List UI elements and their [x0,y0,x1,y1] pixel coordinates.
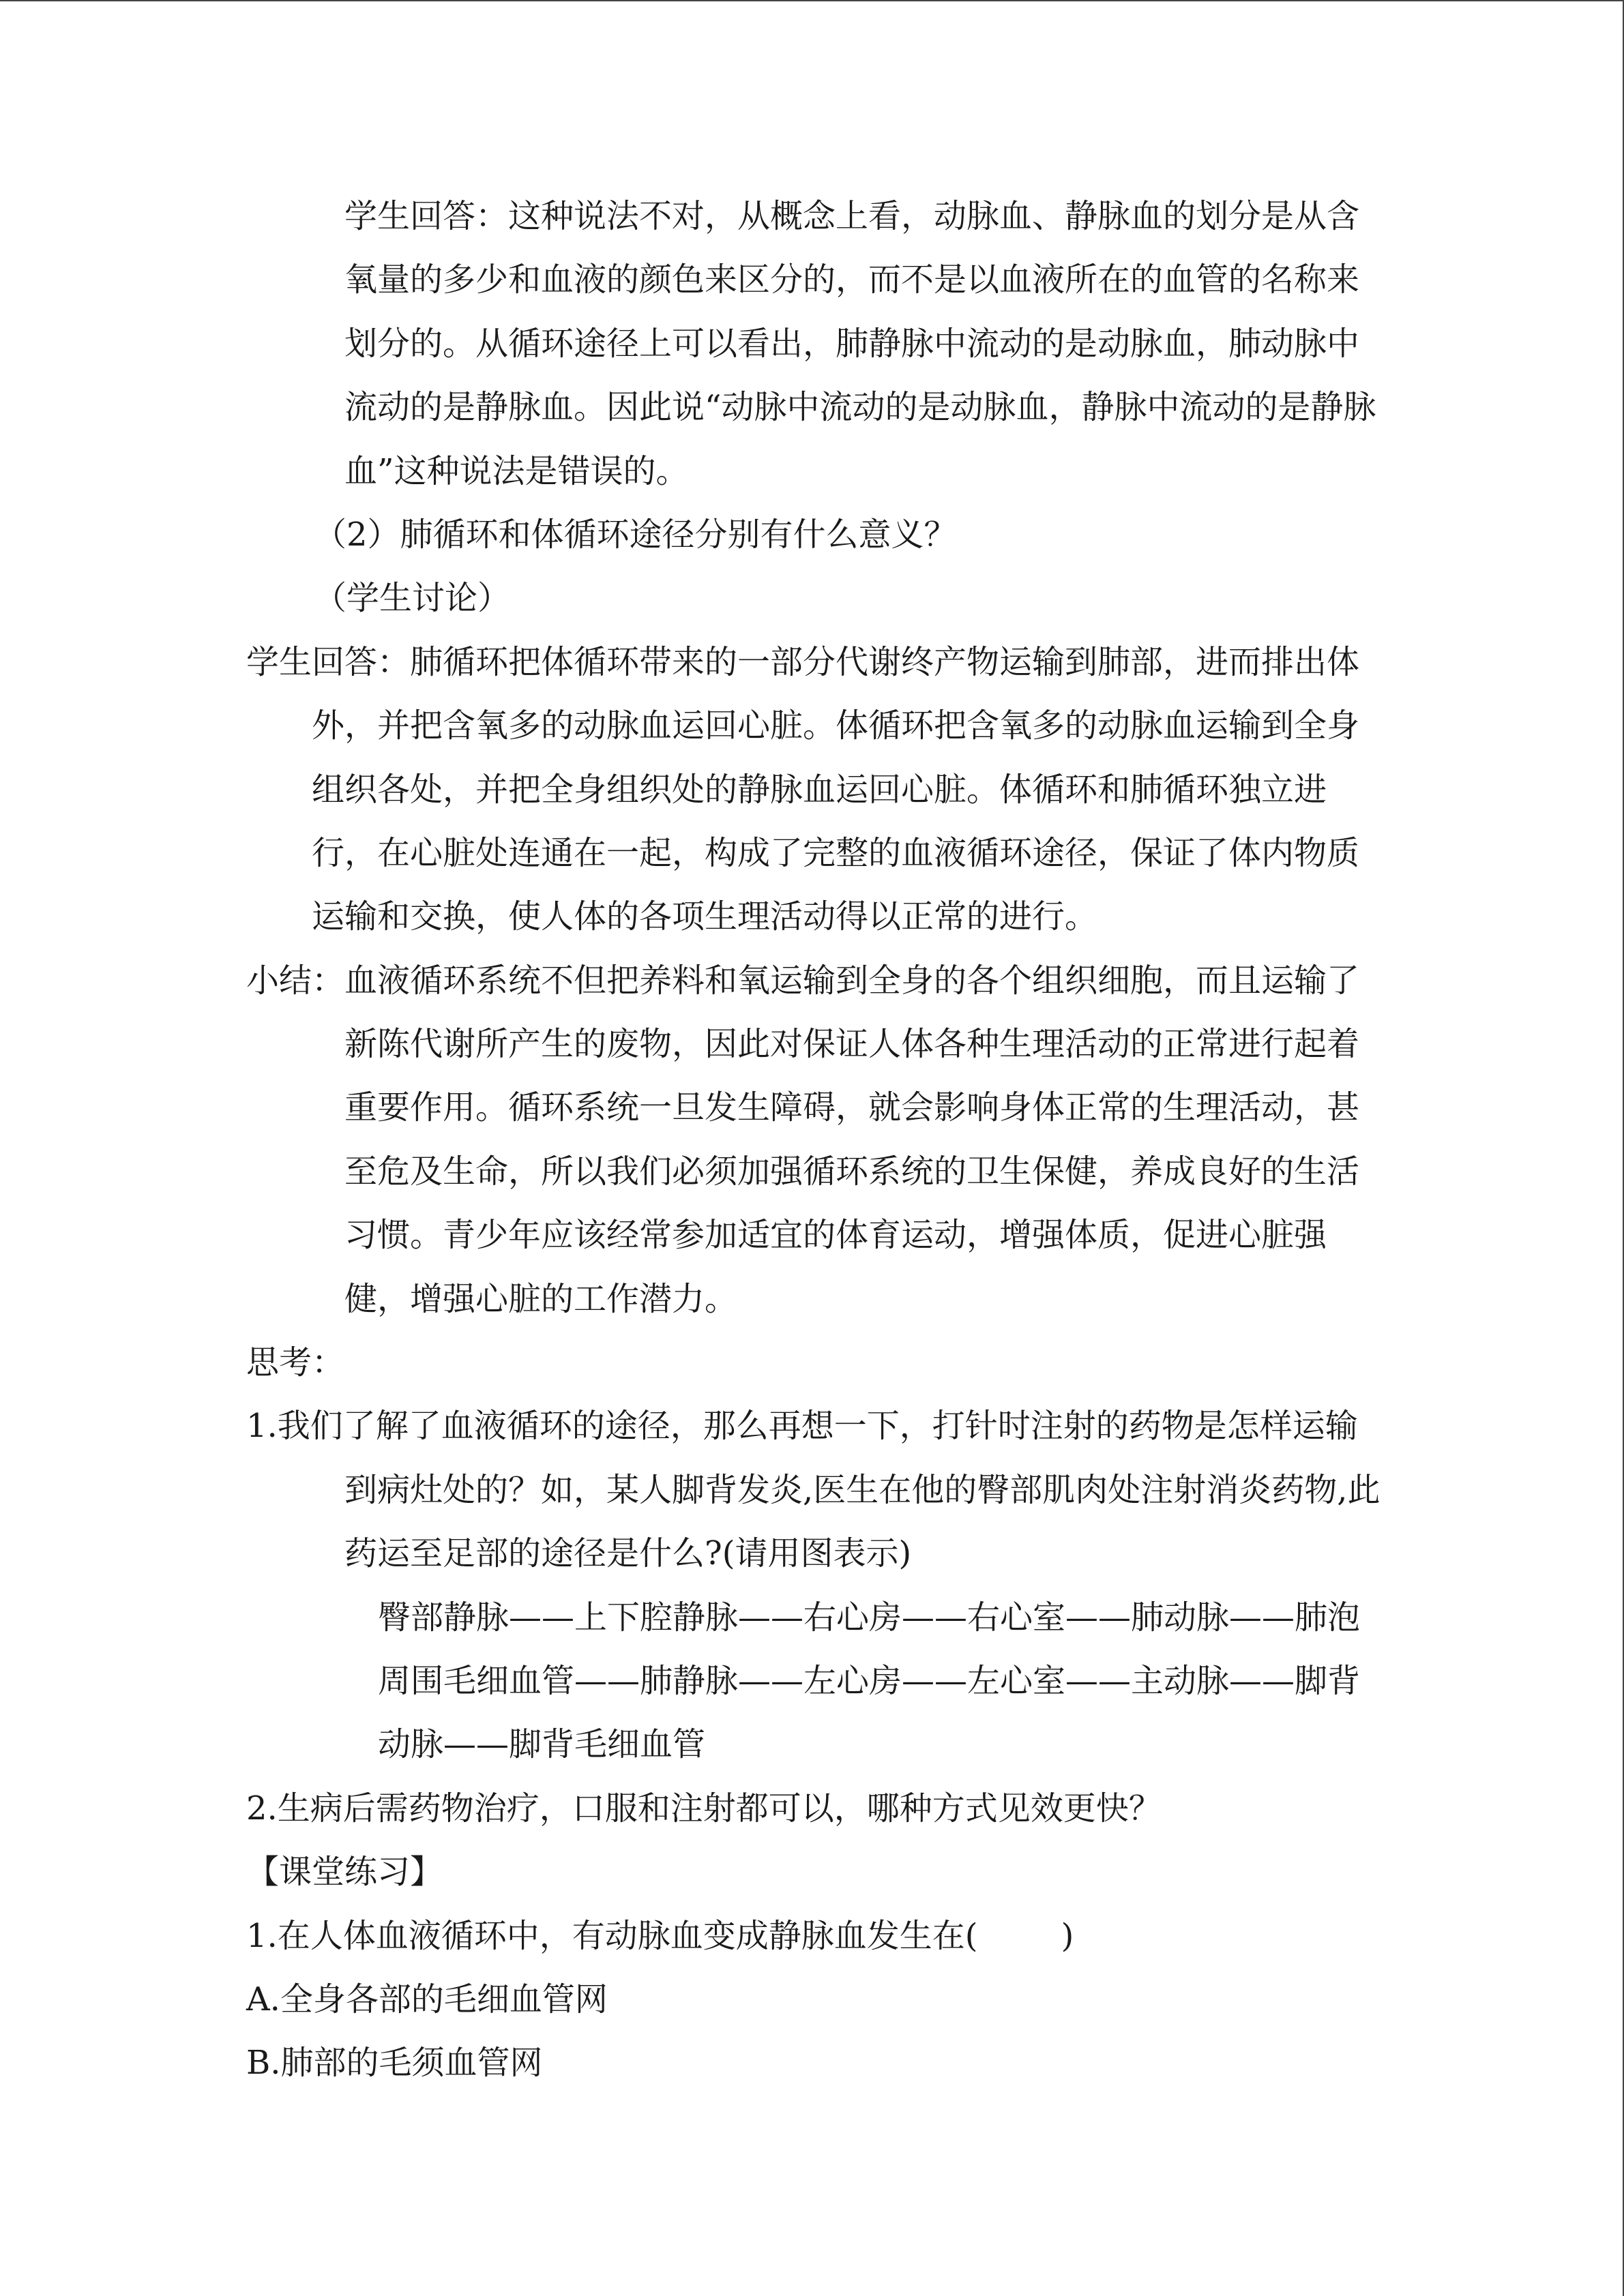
exercise-option-b: B.肺部的毛须血管网 [246,2044,543,2083]
answer2-line: 运输和交换，使人体的各项生理活动得以正常的进行。 [312,897,1098,936]
thinking-q1-line: 药运至足部的途径是什么?(请用图表示) [344,1534,912,1573]
summary-line: 健，增强心脏的工作潜力。 [344,1279,738,1318]
pathway-line: 臀部静脉——上下腔静脉——右心房——右心室——肺动脉——肺泡 [378,1598,1361,1637]
pathway-line: 周围毛细血管——肺静脉——左心房——左心室——主动脉——脚背 [378,1661,1361,1700]
answer2-line: 学生回答：肺循环把体循环带来的一部分代谢终产物运输到肺部，进而排出体 [246,642,1360,681]
thinking-q1-line: 1.我们了解了血液循环的途径，那么再想一下，打针时注射的药物是怎样运输 [246,1407,1358,1446]
page-content [0,185,1569,2096]
exercise-q1-stem: 1.在人体血液循环中，有动脉血变成静脉血发生在( ) [246,1916,1074,1955]
thinking-q2: 2.生病后需药物治疗，口服和注射都可以，哪种方式见效更快？ [246,1789,1162,1828]
summary-line: 新陈代谢所产生的废物，因此对保证人体各种生理活动的正常进行起着 [344,1025,1360,1064]
exercise-option-a: A.全身各部的毛细血管网 [246,1980,608,2018]
answer1-line: 划分的。从循环途径上可以看出，肺静脉中流动的是动脉血，肺动脉中 [344,324,1360,363]
thinking-heading: 思考： [246,1343,345,1382]
summary-line: 重要作用。循环系统一旦发生障碍，就会影响身体正常的生理活动，甚 [344,1088,1360,1127]
answer2-line: 组织各处，并把全身组织处的静脉血运回心脏。体循环和肺循环独立进 [312,770,1327,809]
pathway-line: 动脉——脚背毛细血管 [378,1725,706,1764]
thinking-q1-line: 到病灶处的？如，某人脚背发炎,医生在他的臀部肌肉处注射消炎药物,此 [344,1470,1381,1509]
summary-line: 至危及生命，所以我们必须加强循环系统的卫生保健，养成良好的生活 [344,1152,1360,1191]
summary-line: 习惯。青少年应该经常参加适宜的体育运动，增强体质，促进心脏强 [344,1216,1327,1255]
answer1-line: 氧量的多少和血液的颜色来区分的，而不是以血液所在的血管的名称来 [344,260,1360,299]
answer2-line: 外，并把含氧多的动脉血运回心脏。体循环把含氧多的动脉血运输到全身 [312,706,1360,745]
answer1-line: 学生回答：这种说法不对，从概念上看，动脉血、静脉血的划分是从含 [344,197,1360,235]
question-2: （2）肺循环和体循环途径分别有什么意义？ [314,515,957,554]
answer1-line: 血”这种说法是错误的。 [344,451,689,490]
answer1-line: 流动的是静脉血。因此说“动脉中流动的是动脉血，静脉中流动的是静脉 [344,388,1376,427]
answer2-line: 行，在心脏处连通在一起，构成了完整的血液循环途径，保证了体内物质 [312,833,1360,872]
exercise-heading: 【课堂练习】 [246,1853,443,1892]
discussion-note: （学生讨论） [314,579,511,618]
summary-line: 小结：血液循环系统不但把养料和氧运输到全身的各个组织细胞，而且运输了 [246,961,1360,1000]
